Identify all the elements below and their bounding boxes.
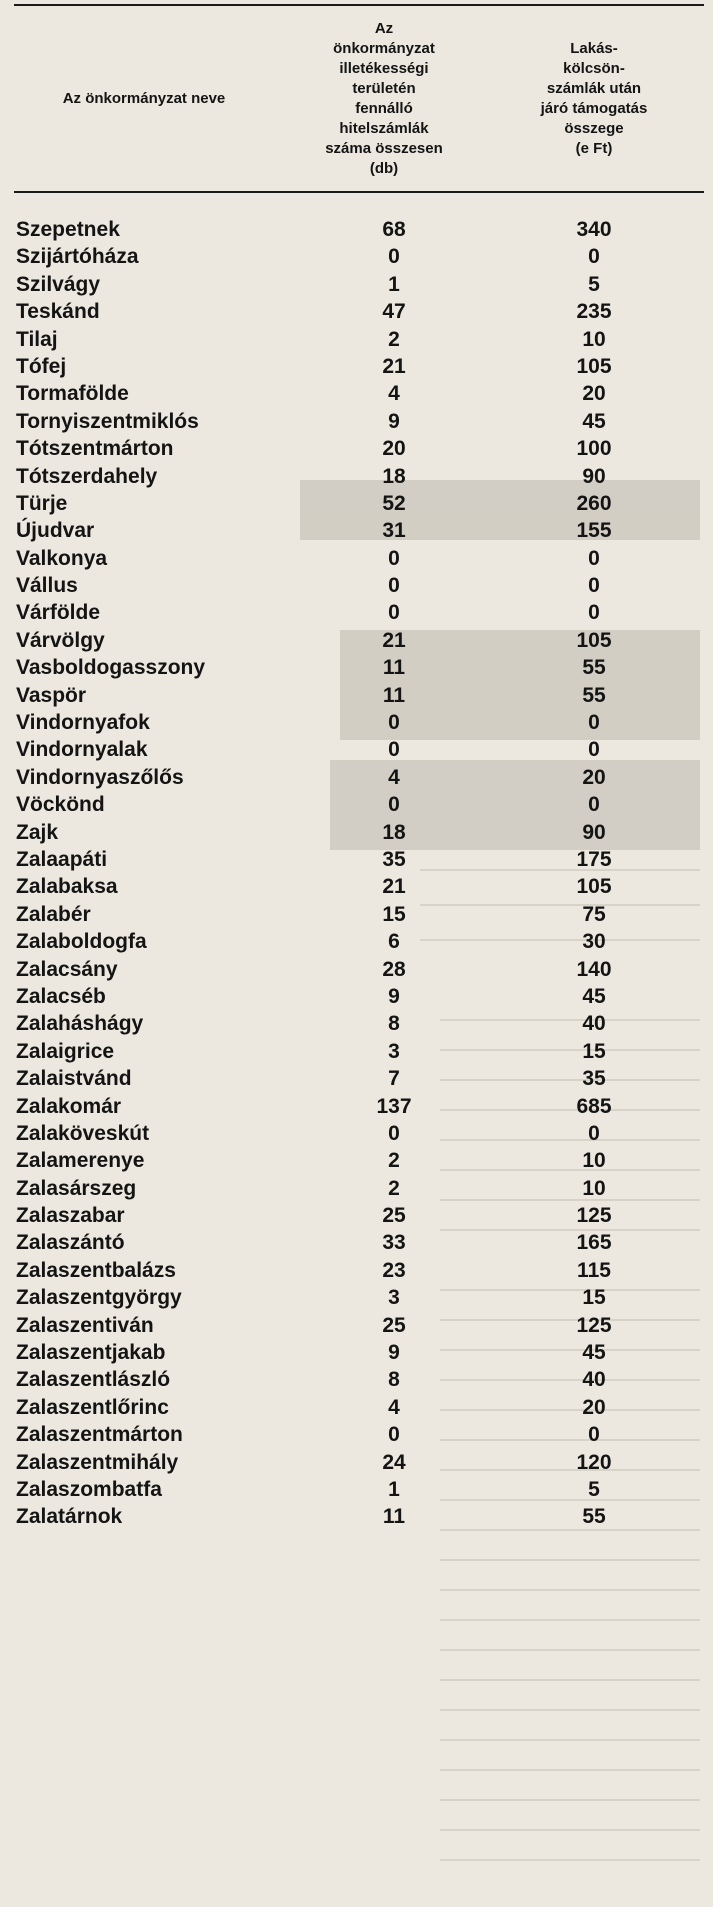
table-row bbox=[14, 1065, 704, 1092]
support-amount: 40 bbox=[582, 1368, 606, 1392]
account-count: 11 bbox=[382, 1505, 406, 1529]
support-amount: 115 bbox=[577, 1258, 611, 1282]
support-amount: 105 bbox=[576, 354, 612, 378]
support-amount: 685 bbox=[576, 1094, 612, 1118]
account-count: 47 bbox=[382, 300, 406, 324]
municipality-name: Zalabér bbox=[16, 902, 91, 926]
municipality-name: Várfölde bbox=[16, 601, 101, 625]
municipality-name: Újudvar bbox=[16, 519, 95, 543]
support-amount: 10 bbox=[582, 327, 606, 351]
table-body bbox=[14, 216, 704, 1531]
table-row bbox=[14, 654, 704, 681]
table-row bbox=[14, 243, 704, 270]
table-row bbox=[14, 1175, 704, 1202]
table-row bbox=[14, 1038, 704, 1065]
support-amount: 165 bbox=[576, 1231, 612, 1255]
municipality-name: Vasboldogasszony bbox=[16, 656, 206, 680]
support-amount: 45 bbox=[582, 1341, 606, 1365]
table-row bbox=[14, 1257, 704, 1284]
support-amount: 90 bbox=[582, 820, 606, 844]
table-row bbox=[14, 983, 704, 1010]
support-amount: 55 bbox=[582, 683, 606, 707]
table-row bbox=[14, 1284, 704, 1311]
table-header bbox=[14, 8, 704, 190]
table-row bbox=[14, 1229, 704, 1256]
account-count: 8 bbox=[388, 1368, 400, 1392]
account-count: 23 bbox=[382, 1258, 406, 1282]
municipality-name: Vindornyaszőlős bbox=[16, 765, 184, 789]
account-count: 25 bbox=[382, 1313, 406, 1337]
support-amount: 0 bbox=[588, 245, 600, 269]
account-count: 31 bbox=[382, 519, 406, 543]
account-count: 1 bbox=[388, 272, 400, 296]
municipality-name: Zalatárnok bbox=[16, 1505, 123, 1529]
municipality-name: Zalaszombatfa bbox=[16, 1477, 162, 1501]
municipality-name: Szilvágy bbox=[16, 272, 101, 296]
table-row bbox=[14, 216, 704, 243]
support-amount: 10 bbox=[582, 1149, 606, 1173]
table-row bbox=[14, 298, 704, 325]
municipality-name: Zalaszentlászló bbox=[16, 1368, 171, 1392]
account-count: 2 bbox=[388, 327, 400, 351]
account-count: 0 bbox=[388, 1423, 400, 1447]
account-count: 15 bbox=[382, 902, 406, 926]
account-count: 9 bbox=[388, 409, 400, 433]
account-count: 0 bbox=[388, 793, 400, 817]
municipality-name: Zalaszentgyörgy bbox=[16, 1286, 182, 1310]
municipality-name: Zalaigrice bbox=[16, 1039, 115, 1063]
table-row bbox=[14, 764, 704, 791]
account-count: 3 bbox=[388, 1286, 400, 1310]
account-count: 6 bbox=[388, 930, 400, 954]
support-amount: 20 bbox=[582, 382, 606, 406]
account-count: 11 bbox=[382, 683, 406, 707]
municipality-name: Türje bbox=[16, 491, 68, 515]
table-row bbox=[14, 1202, 704, 1229]
support-amount: 235 bbox=[576, 300, 612, 324]
municipality-name: Szepetnek bbox=[16, 218, 120, 241]
table-row bbox=[14, 271, 704, 298]
municipality-name: Teskánd bbox=[16, 300, 100, 324]
support-amount: 120 bbox=[576, 1450, 612, 1474]
municipality-name: Zalaszentlőrinc bbox=[16, 1395, 169, 1419]
municipality-name: Zalaszentmihály bbox=[16, 1450, 179, 1474]
municipality-name: Zalaszentiván bbox=[16, 1313, 154, 1337]
municipality-name: Zalaköveskút bbox=[16, 1121, 150, 1145]
municipality-name: Tótszerdahely bbox=[16, 464, 158, 488]
table-row bbox=[14, 709, 704, 736]
municipality-name: Vaspör bbox=[16, 683, 87, 707]
municipality-name: Tótszentmárton bbox=[16, 437, 174, 461]
municipality-name: Zalaboldogfa bbox=[16, 930, 147, 954]
table-row bbox=[14, 1147, 704, 1174]
table-row bbox=[14, 682, 704, 709]
municipality-name: Vállus bbox=[16, 574, 78, 598]
table-row bbox=[14, 326, 704, 353]
table-row bbox=[14, 545, 704, 572]
table-row bbox=[14, 1449, 704, 1476]
support-amount: 55 bbox=[582, 1505, 606, 1529]
support-amount: 30 bbox=[582, 930, 606, 954]
support-amount: 0 bbox=[588, 601, 600, 625]
table-row bbox=[14, 928, 704, 955]
support-amount: 75 bbox=[582, 902, 606, 926]
account-count: 2 bbox=[388, 1176, 400, 1200]
support-amount: 15 bbox=[582, 1039, 606, 1063]
table-row bbox=[14, 791, 704, 818]
municipality-name: Zalacséb bbox=[16, 984, 106, 1008]
support-amount: 15 bbox=[582, 1286, 606, 1310]
municipality-name: Zalaapáti bbox=[16, 847, 108, 871]
municipality-name: Zalaháshágy bbox=[16, 1012, 144, 1036]
table-row bbox=[14, 517, 704, 544]
table-row bbox=[14, 1120, 704, 1147]
account-count: 0 bbox=[388, 1121, 400, 1145]
support-amount: 20 bbox=[582, 765, 606, 789]
table-row bbox=[14, 627, 704, 654]
support-amount: 0 bbox=[588, 711, 600, 735]
municipality-name: Tornyiszentmiklós bbox=[16, 409, 199, 433]
municipality-name: Valkonya bbox=[16, 546, 108, 570]
account-count: 0 bbox=[388, 245, 400, 269]
account-count: 20 bbox=[382, 437, 406, 461]
municipality-name: Zalasárszeg bbox=[16, 1176, 137, 1200]
support-amount: 55 bbox=[582, 656, 606, 680]
support-amount: 105 bbox=[576, 628, 612, 652]
support-amount: 40 bbox=[582, 1012, 606, 1036]
column-header-name: Az önkormányzat neve bbox=[62, 90, 226, 107]
support-amount: 5 bbox=[588, 1477, 600, 1501]
municipality-name: Zalaszántó bbox=[16, 1231, 125, 1255]
table-row bbox=[14, 956, 704, 983]
table-row bbox=[14, 1503, 704, 1530]
account-count: 0 bbox=[388, 601, 400, 625]
support-amount: 175 bbox=[576, 847, 612, 871]
support-amount: 100 bbox=[576, 437, 612, 461]
table-row bbox=[14, 408, 704, 435]
municipality-name: Zalamerenye bbox=[16, 1149, 145, 1173]
municipality-name: Vöckönd bbox=[16, 793, 105, 817]
table-row bbox=[14, 1366, 704, 1393]
municipality-name: Zajk bbox=[16, 820, 59, 844]
account-count: 0 bbox=[388, 574, 400, 598]
account-count: 25 bbox=[382, 1204, 406, 1228]
table-row bbox=[14, 901, 704, 928]
support-amount: 125 bbox=[576, 1204, 612, 1228]
table-row bbox=[14, 380, 704, 407]
table-top-rule bbox=[14, 4, 704, 6]
table-row bbox=[14, 599, 704, 626]
account-count: 21 bbox=[382, 628, 406, 652]
account-count: 18 bbox=[382, 464, 406, 488]
support-amount: 0 bbox=[588, 738, 600, 762]
account-count: 52 bbox=[382, 491, 406, 515]
municipality-name: Várvölgy bbox=[16, 628, 105, 652]
account-count: 4 bbox=[388, 1395, 400, 1419]
account-count: 137 bbox=[376, 1094, 412, 1118]
support-amount: 0 bbox=[588, 574, 600, 598]
table-row bbox=[14, 463, 704, 490]
support-amount: 35 bbox=[582, 1067, 606, 1091]
municipality-name: Zalabaksa bbox=[16, 875, 118, 899]
account-count: 21 bbox=[382, 875, 406, 899]
municipality-name: Zalaistvánd bbox=[16, 1067, 132, 1091]
account-count: 21 bbox=[382, 354, 406, 378]
table-header-rule bbox=[14, 191, 704, 193]
table-row bbox=[14, 1394, 704, 1421]
account-count: 0 bbox=[388, 546, 400, 570]
support-amount: 125 bbox=[576, 1313, 612, 1337]
support-amount: 340 bbox=[576, 218, 612, 241]
support-amount: 90 bbox=[582, 464, 606, 488]
support-amount: 260 bbox=[576, 491, 612, 515]
table-row bbox=[14, 1339, 704, 1366]
account-count: 7 bbox=[388, 1067, 400, 1091]
support-amount: 155 bbox=[576, 519, 612, 543]
municipality-name: Szijártóháza bbox=[16, 245, 139, 269]
account-count: 11 bbox=[382, 656, 406, 680]
municipality-name: Zalakomár bbox=[16, 1094, 122, 1118]
support-amount: 0 bbox=[588, 1121, 600, 1145]
support-amount: 0 bbox=[588, 793, 600, 817]
account-count: 0 bbox=[388, 738, 400, 762]
account-count: 35 bbox=[382, 847, 406, 871]
municipality-name: Zalaszentjakab bbox=[16, 1341, 166, 1365]
municipality-name: Tormafölde bbox=[16, 382, 129, 406]
municipality-name: Zalaszabar bbox=[16, 1204, 125, 1228]
account-count: 33 bbox=[382, 1231, 406, 1255]
table-row bbox=[14, 1093, 704, 1120]
table-row bbox=[14, 1010, 704, 1037]
municipality-name: Vindornyafok bbox=[16, 711, 150, 735]
municipality-name: Zalaszentbalázs bbox=[16, 1258, 176, 1282]
account-count: 4 bbox=[388, 382, 400, 406]
account-count: 28 bbox=[382, 957, 406, 981]
column-header-count: Az önkormányzat illetékességi területén fennálló hitelszámlák száma összesen (db) bbox=[325, 20, 443, 177]
account-count: 9 bbox=[388, 1341, 400, 1365]
support-amount: 140 bbox=[576, 957, 612, 981]
support-amount: 105 bbox=[576, 875, 612, 899]
support-amount: 45 bbox=[582, 409, 606, 433]
support-amount: 10 bbox=[582, 1176, 606, 1200]
table-row bbox=[14, 873, 704, 900]
table-row bbox=[14, 572, 704, 599]
account-count: 1 bbox=[388, 1477, 400, 1501]
table-row bbox=[14, 490, 704, 517]
municipality-name: Zalacsány bbox=[16, 957, 118, 981]
account-count: 0 bbox=[388, 711, 400, 735]
table-row bbox=[14, 1421, 704, 1448]
table-row bbox=[14, 1476, 704, 1503]
column-header-amount: Lakás- kölcsön- számlák után járó támogatás összege (e Ft) bbox=[540, 40, 648, 157]
account-count: 2 bbox=[388, 1149, 400, 1173]
municipality-name: Vindornyalak bbox=[16, 738, 148, 762]
account-count: 68 bbox=[382, 218, 406, 241]
municipality-name: Zalaszentmárton bbox=[16, 1423, 183, 1447]
support-amount: 20 bbox=[582, 1395, 606, 1419]
table-row bbox=[14, 819, 704, 846]
table-row bbox=[14, 435, 704, 462]
support-amount: 5 bbox=[588, 272, 600, 296]
municipality-name: Tófej bbox=[16, 354, 67, 378]
account-count: 3 bbox=[388, 1039, 400, 1063]
account-count: 8 bbox=[388, 1012, 400, 1036]
table-row bbox=[14, 846, 704, 873]
support-amount: 0 bbox=[588, 1423, 600, 1447]
account-count: 24 bbox=[382, 1450, 406, 1474]
table-row bbox=[14, 1312, 704, 1339]
account-count: 18 bbox=[382, 820, 406, 844]
table-row bbox=[14, 353, 704, 380]
account-count: 9 bbox=[388, 984, 400, 1008]
account-count: 4 bbox=[388, 765, 400, 789]
table-row bbox=[14, 736, 704, 763]
support-amount: 0 bbox=[588, 546, 600, 570]
support-amount: 45 bbox=[582, 984, 606, 1008]
municipality-name: Tilaj bbox=[16, 327, 58, 351]
